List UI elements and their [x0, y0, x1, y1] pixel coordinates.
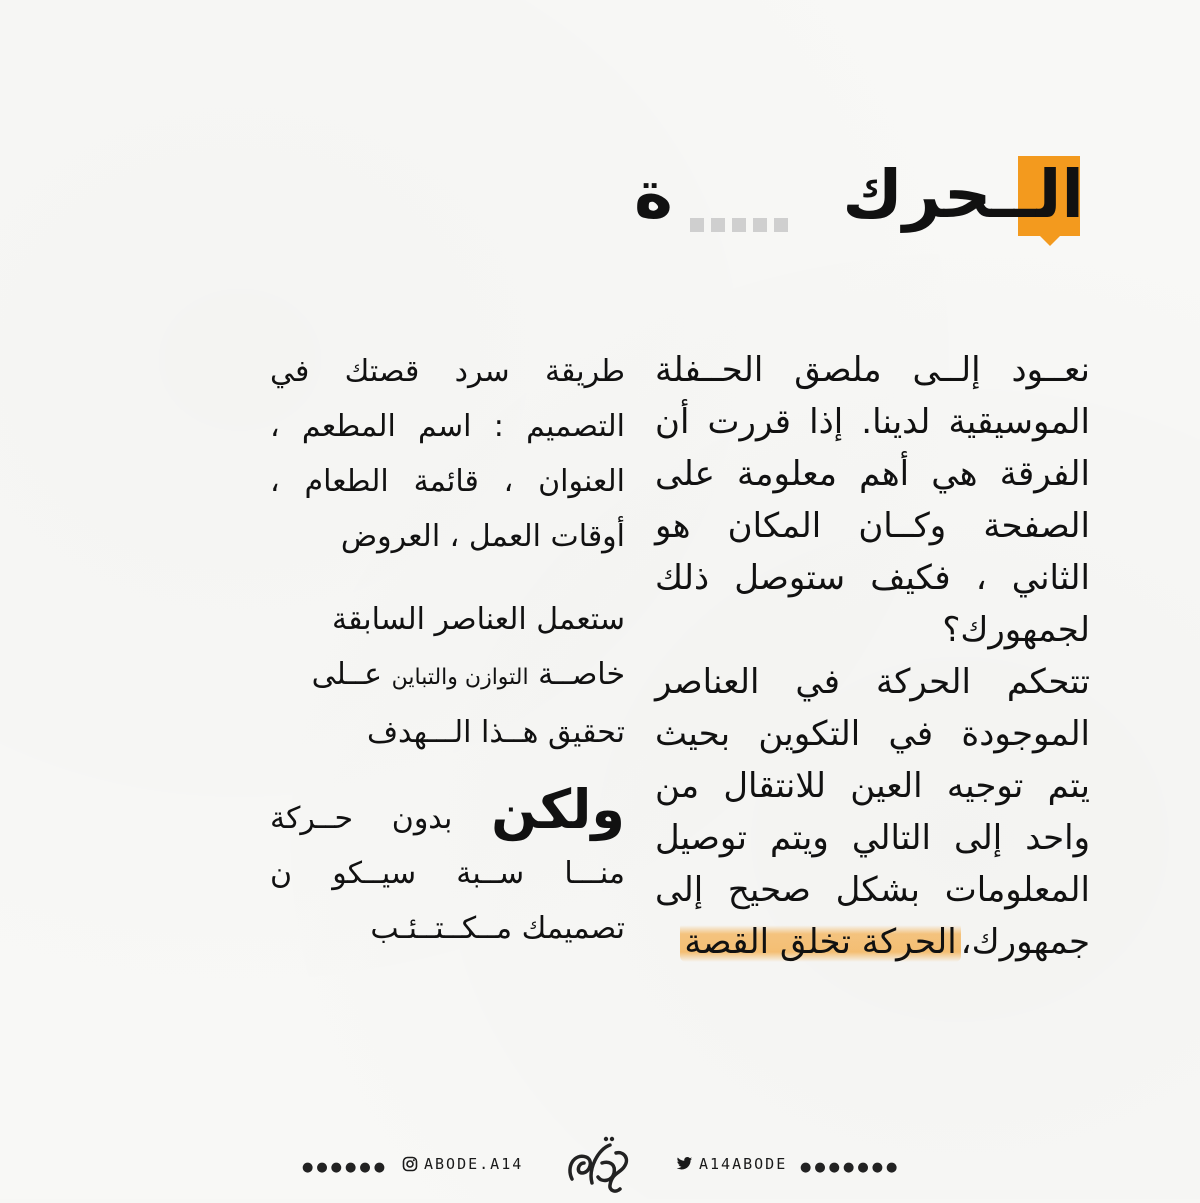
left-column [270, 344, 625, 956]
left-p2-line2-start: خاصــة [538, 657, 625, 692]
title-dot [711, 218, 725, 232]
left-paragraph-3 [270, 778, 625, 956]
left-p2-line3: تحقيق هــذا الـــهدف [366, 715, 625, 750]
title-main-text: الــحرك [842, 156, 1084, 233]
title-end-letter: ة [634, 156, 673, 233]
left-paragraph-2 [270, 592, 625, 760]
title-dot [690, 218, 704, 232]
right-paragraph-1: نعــود إلــى ملصق الحــفلة الموسيقية لدينا. إذا قررت أن الفرقة هي أهم معلومة على الصفحة وكــان المكان هو الثاني ، فكيف ستوصل ذلك لجمهورك؟ [655, 350, 1090, 650]
instagram-icon [402, 1156, 418, 1172]
title-dot [732, 218, 746, 232]
highlighted-phrase: الحركة تخلق القصة [680, 922, 960, 962]
left-p2-line2-end: عــلى [311, 657, 383, 692]
title-dot [774, 218, 788, 232]
twitter-handle-text: A14ABODE [699, 1155, 788, 1173]
right-paragraph-2-text: تتحكم الحركة في العناصر الموجودة في التكوين بحيث يتم توجيه العين للانتقال من واحد إلى التالي ويتم توصيل المعلومات بشكل صحيح إلى جمهورك، [655, 662, 1090, 962]
footer-dots-right: ●●●●●●● [800, 1160, 901, 1175]
calligraphy-logo [558, 1133, 636, 1199]
title-dot [753, 218, 767, 232]
left-p2-line2-small: التوازن والتباين [391, 665, 529, 690]
title-dots [690, 218, 788, 232]
left-p2-line1: ستعمل العناصر السابقة [332, 602, 625, 637]
left-paragraph-1: طريقة سرد قصتك في التصميم : اسم المطعم ، العنوان ، قائمة الطعام ، أوقات العمل ، العروض [270, 354, 625, 554]
twitter-handle[interactable] [676, 1155, 787, 1173]
right-paragraph-2 [655, 656, 1090, 968]
instagram-handle-text: ABODE.A14 [424, 1155, 524, 1173]
instagram-handle[interactable] [402, 1155, 523, 1173]
footer [290, 1133, 910, 1203]
page-title [620, 140, 1090, 260]
twitter-icon [676, 1157, 693, 1171]
big-word: ولكن [491, 778, 625, 841]
footer-dots-left: ●●●●●● [302, 1160, 389, 1175]
left-p3-rest: بدون حــركة منـــا ســبة سيــكو ن تصميمك مــكــتــئـب [270, 801, 625, 946]
right-column [655, 344, 1090, 968]
